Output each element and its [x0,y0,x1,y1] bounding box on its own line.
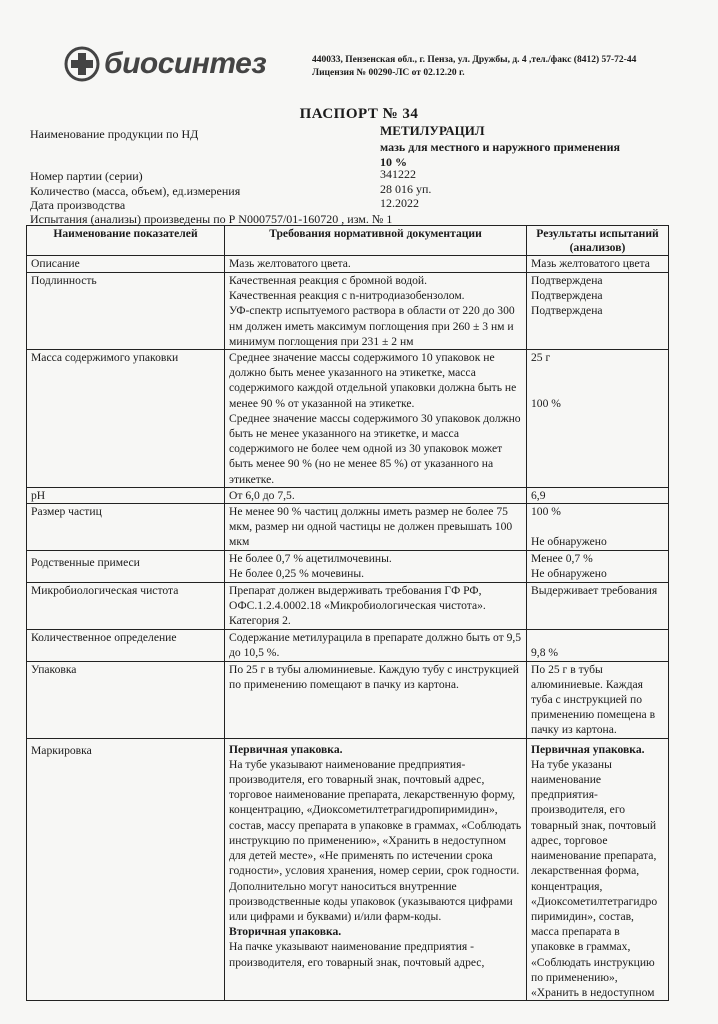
license-line: Лицензия № 00290-ЛС от 02.12.20 г. [312,68,465,78]
product-name: МЕТИЛУРАЦИЛ [380,123,485,138]
requirement-text: Не менее 90 % частиц должны иметь размер не более 75 мкм, размер ни одной частицы не должен превышать 100 мкм [225,504,527,551]
requirement-text: Качественная реакция с бромной водой. Качественная реакция с n-нитродиазобензолом. УФ-спектр испытуемого раствора в области от 220 до 300 нм должен иметь максимум поглощения при 260 ± 3 нм и минимум поглощения при 231 ± 2 нм [225,273,527,350]
requirement-text: От 6,0 до 7,5. [225,487,527,503]
specification-table [26,225,669,1001]
table-row [27,256,669,273]
indicator-name: Подлинность [27,273,225,350]
indicator-name: Маркировка [27,738,225,1000]
secondary-packaging-text: На пачке указывают наименование предприятия - производителя, его товарный знак, почтовый адрес, [229,940,485,969]
column-header: Требования нормативной документации [225,226,527,256]
table-row [27,629,669,661]
company-logo [64,46,266,82]
indicator-name: Описание [27,256,225,273]
primary-packaging-text: На тубе указывают наименование предприятия-производителя, его товарный знак, почтовый адрес, торговое наименование препарата, лекарственную форму, концентрацию, «Диоксометилтетрагидропиримидин», состав, массу препарата в упаковке в граммах, «Соблюдать инструкцию по применению», «Хранить в недоступном для детей месте», «Не применять по истечении срока годности», условия хранения, номер серии, срок годности. Дополнительно могут наноситься внутренние производственные коды упаковок (указываются цифрами или цифрами и буквами) и/или фарм-коды. [229,757,522,923]
requirement-text: По 25 г в тубы алюминиевые. Каждую тубу с инструкцией по применению помещают в пачку из картона. [225,661,527,738]
quantity-label: Количество (масса, объем), ед.измерения [30,184,241,198]
secondary-packaging-heading: Вторичная упаковка. [229,925,342,939]
product-form: мазь для местного и наружного применения [380,140,620,154]
requirement-text [225,738,527,1000]
product-concentration: 10 % [380,155,407,169]
result-text: Подтверждена Подтверждена Подтверждена [527,273,669,350]
indicator-name: Микробиологическая чистота [27,582,225,629]
primary-packaging-heading: Первичная упаковка. [531,742,645,756]
product-label: Наименование продукции по НД [30,127,199,141]
requirement-text: Мазь желтоватого цвета. [225,256,527,273]
indicator-name: Масса содержимого упаковки [27,350,225,488]
primary-packaging-heading: Первичная упаковка. [229,742,343,756]
result-text: 6,9 [527,487,669,503]
primary-packaging-result: На тубе указаны наименование предприятия-производителя, его товарный знак, почтовый адрес, торговое наименование препарата, лекарственная форма, концентрация, «Диоксометилтетрагидро пиримидин», состав, масса препарата в упаковке в граммах, «Соблюдать инструкцию по применению», «Хранить в недоступном [531,757,658,999]
indicator-name: Упаковка [27,661,225,738]
indicator-name: pH [27,487,225,503]
requirement-text: Не более 0,7 % ацетилмочевины. Не более 0,25 % мочевины. [225,550,527,582]
table-row [27,504,669,551]
batch-label: Номер партии (серии) [30,169,143,183]
table-row [27,550,669,582]
requirement-text: Содержание метилурацила в препарате должно быть от 9,5 до 10,5 %. [225,629,527,661]
indicator-name: Родственные примеси [27,550,225,582]
production-date-value: 12.2022 [380,196,419,210]
table-header-row [27,226,669,256]
column-header: Результаты испытаний (анализов) [527,226,669,256]
indicator-name: Размер частиц [27,504,225,551]
logo-text: биосинтез [104,47,267,80]
result-text: Менее 0,7 % Не обнаружено [527,550,669,582]
requirement-text: Среднее значение массы содержимого 10 упаковок не должно быть менее указанного на этикетке, масса содержимого каждой отдельной упаковки должна быть не менее 90 % от указанной на этикетке. Среднее значение массы содержимого 30 упаковок должно быть не менее указанного на этикетке, и масса содержимого не более чем одной из 30 упаковок может быть менее 90 % (но не менее 85 %) от указанного на этикетке. [225,350,527,488]
table-row [27,661,669,738]
result-text: 9,8 % [527,629,669,661]
indicator-name: Количественное определение [27,629,225,661]
page-title: ПАСПОРТ № 34 [299,106,419,122]
table-row [27,582,669,629]
tests-reference: Испытания (анализы) произведены по Р N000757/01-160720 , изм. № 1 [30,212,393,226]
result-text: Мазь желтоватого цвета [527,256,669,273]
result-text: По 25 г в тубы алюминиевые. Каждая туба с инструкцией по применению помещена в пачку из картона. [527,661,669,738]
table-row-marking [27,738,669,1000]
result-text [527,738,669,1000]
result-text: 100 % Не обнаружено [527,504,669,551]
result-text: 25 г 100 % [527,350,669,488]
batch-value: 341222 [380,167,416,181]
result-text: Выдерживает требования [527,582,669,629]
address-line: 440033, Пензенская обл., г. Пенза, ул. Дружбы, д. 4 ,тел./факс (8412) 57-72-44 [312,55,637,65]
quantity-value: 28 016 уп. [380,182,432,196]
production-date-label: Дата производства [30,198,126,212]
table-row [27,350,669,488]
column-header: Наименование показателей [27,226,225,256]
cross-logo-icon [64,46,100,82]
table-row [27,273,669,350]
company-address [312,54,636,80]
requirement-text: Препарат должен выдерживать требования ГФ РФ, ОФС.1.2.4.0002.18 «Микробиологическая чистота». Категория 2. [225,582,527,629]
table-row [27,487,669,503]
